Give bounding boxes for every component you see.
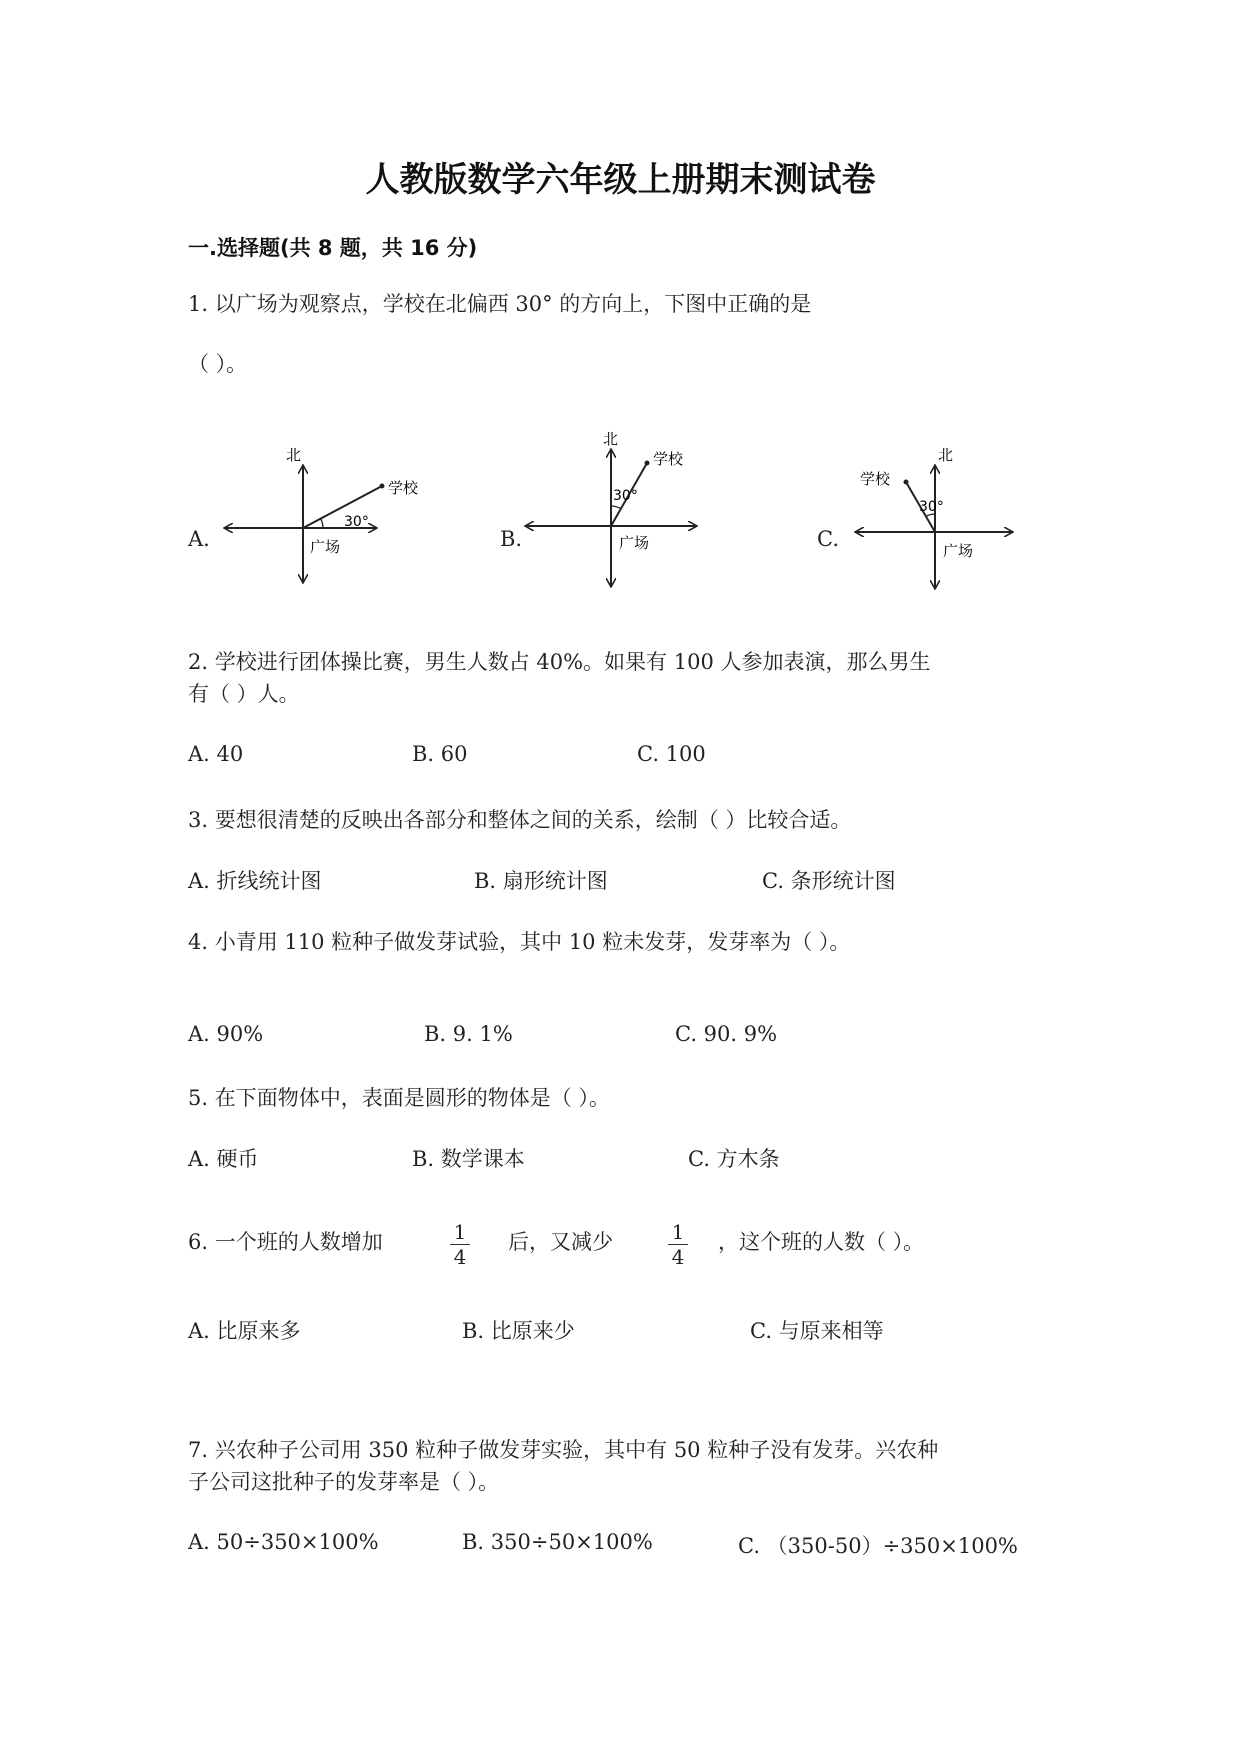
angle-label: 30°	[613, 488, 638, 504]
q5-option-b[interactable]: B. 数学课本	[412, 1147, 525, 1171]
q1-diagram-a	[210, 440, 440, 590]
square-label: 广场	[943, 542, 974, 560]
q5-option-a[interactable]: A. 硬币	[188, 1147, 259, 1171]
question-2-line-1: 2. 学校进行团体操比赛，男生人数占 40%。如果有 100 人参加表演，那么男生	[188, 650, 931, 674]
square-label: 广场	[310, 538, 341, 556]
question-7-line-2: 子公司这批种子的发芽率是（ ）。	[188, 1470, 500, 1494]
q4-option-c[interactable]: C. 90. 9%	[675, 1022, 778, 1046]
q4-option-a[interactable]: A. 90%	[188, 1022, 264, 1046]
fraction-one-quarter	[448, 1221, 472, 1268]
question-3-text: 3. 要想很清楚的反映出各部分和整体之间的关系，绘制（ ）比较合适。	[188, 808, 852, 832]
question-6-part-2: 后，又减少	[508, 1230, 613, 1254]
page-title: 人教版数学六年级上册期末测试卷	[365, 160, 876, 200]
fraction-numerator: 1	[671, 1220, 685, 1244]
q5-option-c[interactable]: C. 方木条	[688, 1147, 780, 1171]
north-label: 北	[938, 446, 954, 464]
q7-option-b[interactable]: B. 350÷50×100%	[462, 1530, 653, 1554]
q3-option-c[interactable]: C. 条形统计图	[762, 869, 896, 893]
fraction-numerator: 1	[453, 1220, 467, 1244]
square-label: 广场	[619, 534, 650, 552]
question-2-line-2: 有（ ）人。	[188, 682, 300, 706]
angle-label: 30°	[344, 514, 369, 530]
q3-option-a[interactable]: A. 折线统计图	[188, 869, 322, 893]
school-label: 学校	[653, 450, 684, 468]
school-label: 学校	[860, 470, 891, 488]
q7-option-a[interactable]: A. 50÷350×100%	[188, 1530, 379, 1554]
q7-option-c[interactable]: C. （350-50）÷350×100%	[738, 1534, 1018, 1558]
fraction-denominator: 4	[453, 1245, 467, 1269]
q2-option-a[interactable]: A. 40	[188, 742, 244, 766]
q3-option-b[interactable]: B. 扇形统计图	[474, 869, 608, 893]
q2-option-c[interactable]: C. 100	[637, 742, 706, 766]
q6-option-c[interactable]: C. 与原来相等	[750, 1319, 884, 1343]
q1-option-c[interactable]: C.	[817, 527, 839, 551]
question-6-part-1: 6. 一个班的人数增加	[188, 1230, 383, 1254]
q2-option-b[interactable]: B. 60	[412, 742, 468, 766]
angle-label: 30°	[919, 499, 944, 515]
question-4-text: 4. 小青用 110 粒种子做发芽试验，其中 10 粒未发芽，发芽率为（ ）。	[188, 930, 851, 954]
question-1-blank: （ ）。	[188, 352, 248, 376]
q4-option-b[interactable]: B. 9. 1%	[424, 1022, 513, 1046]
section-heading: 一.选择题(共 8 题，共 16 分)	[188, 236, 478, 260]
fraction-denominator: 4	[671, 1245, 685, 1269]
school-label: 学校	[388, 479, 419, 497]
north-label: 北	[285, 446, 301, 464]
north-label: 北	[603, 430, 619, 448]
q1-diagram-b	[520, 428, 720, 598]
q1-option-a[interactable]: A.	[188, 527, 210, 551]
q1-diagram-c	[840, 440, 1025, 595]
q6-option-b[interactable]: B. 比原来少	[462, 1319, 575, 1343]
q1-option-b[interactable]: B.	[500, 527, 523, 551]
question-7-line-1: 7. 兴农种子公司用 350 粒种子做发芽实验，其中有 50 粒种子没有发芽。兴农种	[188, 1438, 939, 1462]
fraction-one-quarter	[666, 1221, 690, 1268]
question-6-part-3: ，这个班的人数（ ）。	[718, 1230, 925, 1254]
q6-option-a[interactable]: A. 比原来多	[188, 1319, 301, 1343]
question-1-text: 1. 以广场为观察点，学校在北偏西 30° 的方向上，下图中正确的是	[188, 292, 812, 316]
question-5-text: 5. 在下面物体中，表面是圆形的物体是（ ）。	[188, 1086, 610, 1110]
